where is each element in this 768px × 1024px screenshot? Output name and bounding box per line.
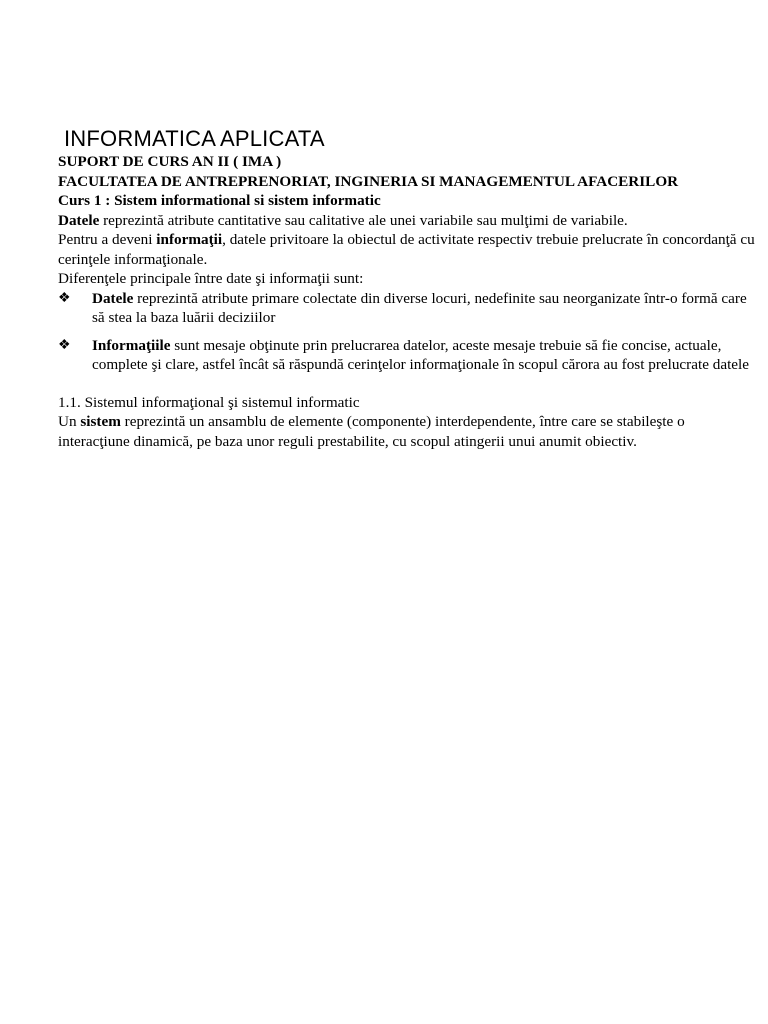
paragraph-differences-intro: Diferenţele principale între date şi informaţii sunt: [58,270,364,287]
paragraph-text: , datele privitoare la obiectul de activitate respectiv trebuie prelucrate în concordanţă cu cerinţele informaţionale. [58,231,755,268]
diamond-bullet-icon: ❖ [58,290,71,306]
course-heading: Curs 1 : Sistem informational si sistem informatic [58,192,381,209]
document-page [58,126,758,451]
term-informatii: informaţii [156,231,223,248]
term-datele: Datele [92,289,134,307]
section-heading: 1.1. Sistemul informaţional şi sistemul informatic [58,393,360,411]
paragraph-data-definition [58,211,758,231]
bullet-item-informatiile [58,336,758,375]
bullet-text [92,289,758,328]
spacer [58,328,758,336]
term-sistem: sistem [80,413,121,430]
bullet-text [92,336,758,375]
paragraph-information-requirement [58,230,758,269]
bullet-body: sunt mesaje obţinute prin prelucrarea datelor, aceste mesaje trebuie să fie concise, actuale, complete şi clare, astfel încât să răspundă cerinţelor informaţionale în scopul cărora au fost prelucrate datele [92,336,749,373]
document-title: INFORMATICA APLICATA [64,126,325,151]
diamond-bullet-icon: ❖ [58,337,71,353]
spacer [58,375,758,393]
paragraph-text: reprezintă un ansamblu de elemente (componente) interdependente, între care se stabileşte o interacţiune dinamică, pe baza unor reguli prestabilite, cu scopul atingerii unui anumit obiectiv. [58,413,685,450]
bullet-body: reprezintă atribute primare colectate din diverse locuri, nedefinite sau neorganizate într-o formă care să stea la baza luării deciziilor [92,289,747,326]
term-informatiile: Informaţiile [92,336,171,354]
paragraph-text: reprezintă atribute cantitative sau calitative ale unei variabile sau mulţimi de variabile. [99,211,628,229]
paragraph-text: Pentru a deveni [58,231,157,248]
paragraph-system-definition [58,412,758,451]
faculty-name: FACULTATEA DE ANTREPRENORIAT, INGINERIA SI MANAGEMENTUL AFACERILOR [58,172,679,190]
bullet-item-datele [58,289,758,328]
course-support-subtitle: SUPORT DE CURS AN II ( IMA ) [58,153,282,170]
term-datele: Datele [58,211,100,229]
paragraph-text: Un [58,413,81,430]
